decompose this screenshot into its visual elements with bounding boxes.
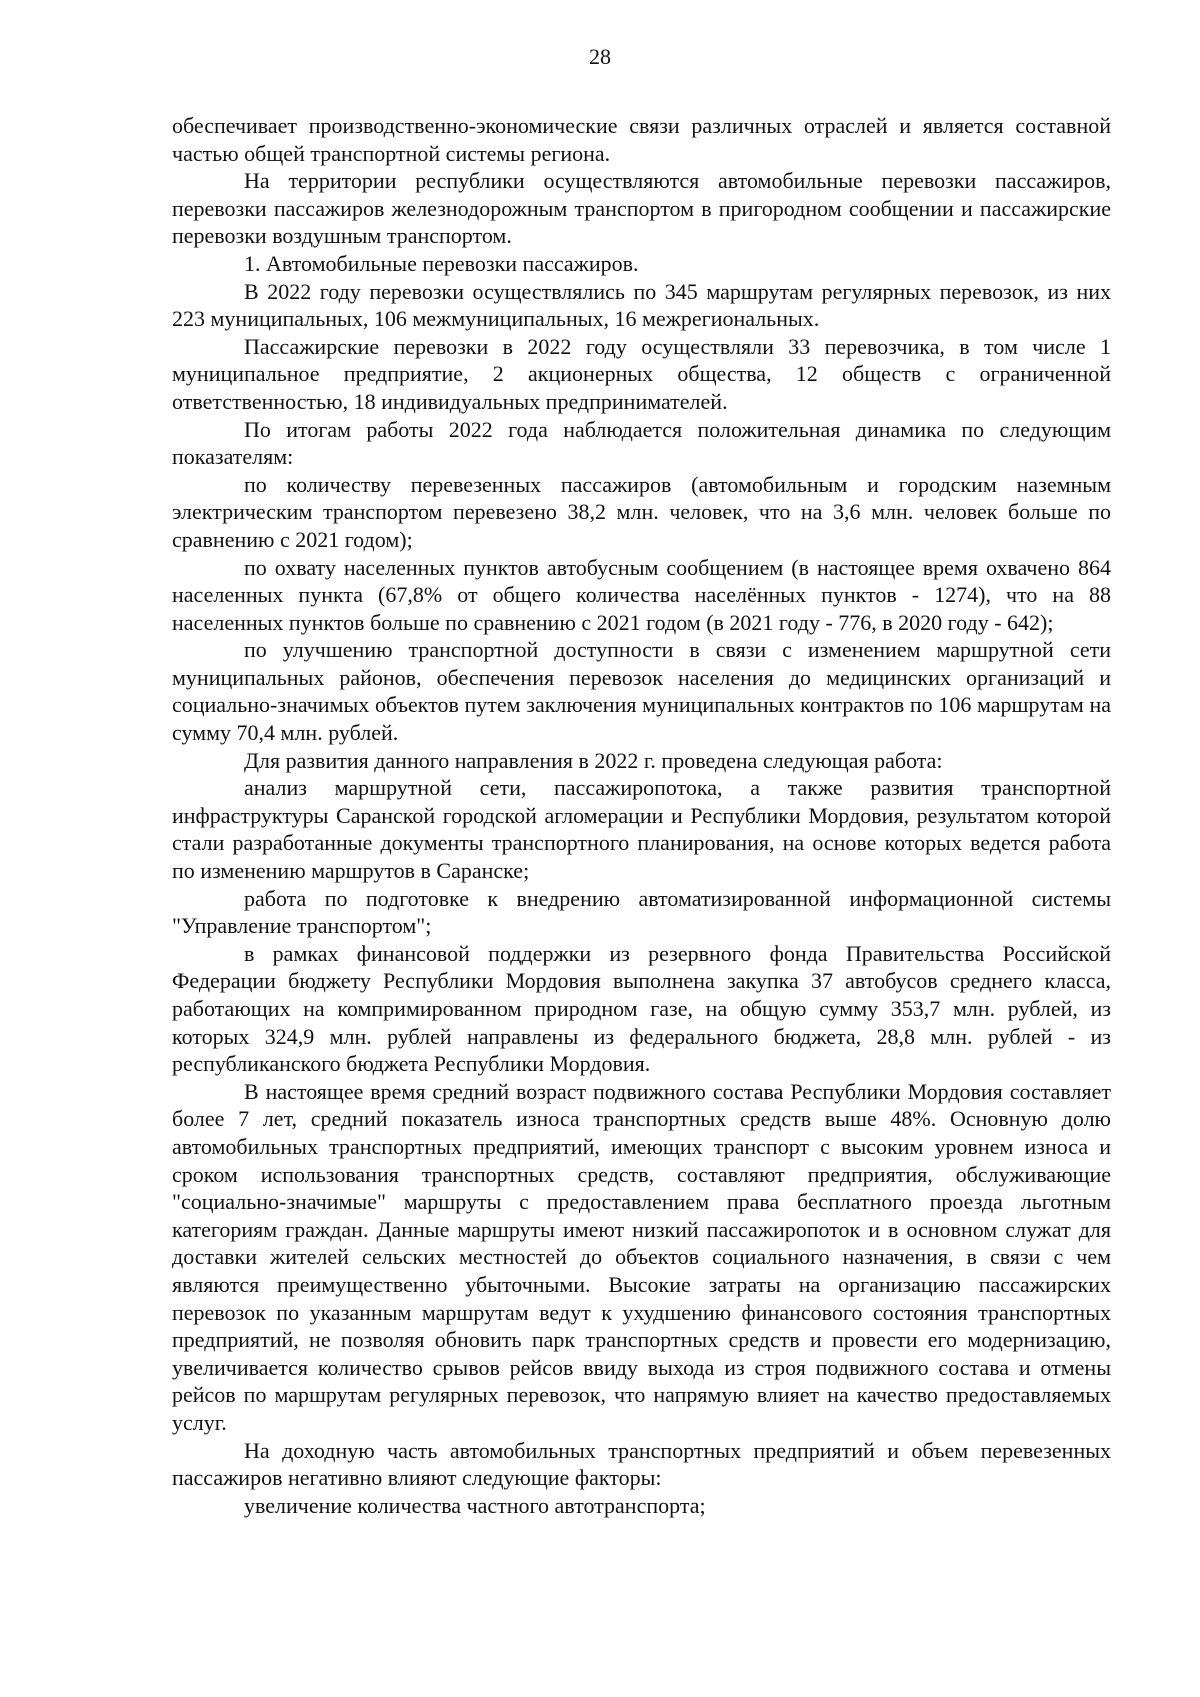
list-item: по количеству перевезенных пассажиров (автомобильным и городским наземным электрическим транспортом перевезено 38,2 млн. человек, что на 3,6 млн. человек больше по сравнению с 2021 годом); — [172, 471, 1111, 552]
list-item: увеличение количества частного автотранспорта; — [244, 1492, 706, 1518]
list-item: работа по подготовке к внедрению автоматизированной информационной системы "Управление транспортом"; — [172, 885, 1111, 939]
paragraph: На территории республики осуществляются автомобильные перевозки пассажиров, перевозки пассажиров железнодорожным транспортом в пригородном сообщении и пассажирские перевозки воздушным транспортом. — [172, 168, 1111, 249]
list-item: по охвату населенных пунктов автобусным сообщением (в настоящее время охвачено 864 населенных пункта (67,8% от общего количества населённых пунктов - 1274), что на 88 населенных пунктов больше по сравнению с 2021 годом (в 2021 году - 776, в 2020 году - 642); — [172, 554, 1111, 635]
paragraph: В 2022 году перевозки осуществлялись по 345 маршрутам регулярных перевозок, из них 223 муниципальных, 106 межмуниципальных, 16 межрегиональных. — [172, 278, 1111, 332]
list-item: анализ маршрутной сети, пассажиропотока, а также развития транспортной инфраструктуры Саранской городской агломерации и Республики Мордовия, результатом которой стали разработанные документы транспортного планирования, на основе которых ведется работа по изменению маршрутов в Саранске; — [172, 775, 1111, 884]
paragraph: Пассажирские перевозки в 2022 году осуществляли 33 перевозчика, в том числе 1 муниципальное предприятие, 2 акционерных общества, 12 обществ с ограниченной ответственностью, 18 индивидуальных предпринимателей. — [172, 333, 1111, 414]
paragraph: По итогам работы 2022 года наблюдается положительная динамика по следующим показателям: — [172, 416, 1111, 470]
paragraph: обеспечивает производственно-экономические связи различных отраслей и является составной частью общей транспортной системы региона. — [172, 113, 1111, 166]
paragraph: 1. Автомобильные перевозки пассажиров. — [244, 250, 639, 276]
document-body — [172, 112, 1111, 1519]
paragraph: На доходную часть автомобильных транспортных предприятий и объем перевезенных пассажиров негативно влияют следующие факторы: — [172, 1437, 1111, 1491]
paragraph: Для развития данного направления в 2022 г. проведена следующая работа: — [244, 747, 943, 773]
list-item: по улучшению транспортной доступности в связи с изменением маршрутной сети муниципальных районов, обеспечения перевозок населения до медицинских организаций и социально-значимых объектов путем заключения муниципальных контрактов по 106 маршрутам на сумму 70,4 млн. рублей. — [172, 637, 1111, 746]
list-item: в рамках финансовой поддержки из резервного фонда Правительства Российской Федерации бюджету Республики Мордовия выполнена закупка 37 автобусов среднего класса, работающих на компримированном природном газе, на общую сумму 353,7 млн. рублей, из которых 324,9 млн. рублей направлены из федерального бюджета, 28,8 млн. рублей - из республиканского бюджета Республики Мордовия. — [172, 940, 1111, 1077]
paragraph: В настоящее время средний возраст подвижного состава Республики Мордовия составляет более 7 лет, средний показатель износа транспортных средств выше 48%. Основную долю автомобильных транспортных предприятий, имеющих транспорт с высоким уровнем износа и сроком использования транспортных средств, составляют предприятия, обслуживающие "социально-значимые" маршруты с предоставлением права бесплатного проезда льготным категориям граждан. Данные маршруты имеют низкий пассажиропоток и в основном служат для доставки жителей сельских местностей до объектов социального назначения, в связи с чем являются преимущественно убыточными. Высокие затраты на организацию пассажирских перевозок по указанным маршрутам ведут к ухудшению финансового состояния транспортных предприятий, не позволяя обновить парк транспортных средств и провести его модернизацию, увеличивается количество срывов рейсов ввиду выхода из строя подвижного состава и отмены рейсов по маршрутам регулярных перевозок, что напрямую влияет на качество предоставляемых услуг. — [172, 1078, 1111, 1435]
page-number: 28 — [589, 44, 611, 69]
